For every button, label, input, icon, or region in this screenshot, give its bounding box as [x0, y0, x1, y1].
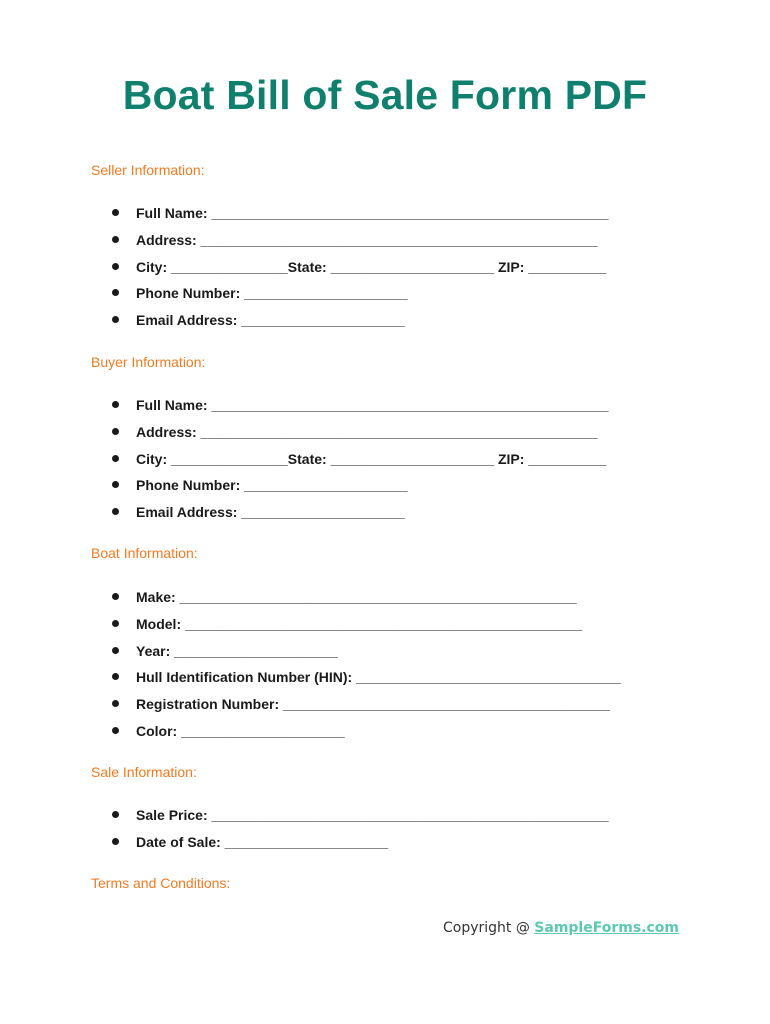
field-label: Sale Price: ___________________________________________________ — [136, 807, 609, 823]
bullet-icon — [112, 811, 119, 818]
bullet-icon — [112, 838, 119, 845]
field-label: City: _______________State: _____________________ ZIP: __________ — [136, 258, 607, 275]
bullet-icon — [112, 236, 119, 243]
seller-section-heading: Seller Information: — [91, 162, 205, 178]
field-label: Address: ___________________________________________________ — [136, 423, 598, 440]
field-label: Full Name: ___________________________________________________ — [136, 397, 609, 413]
bullet-icon — [112, 428, 119, 435]
bullet-icon — [112, 673, 119, 680]
sale-section-heading: Sale Information: — [91, 764, 197, 780]
buyer-section-heading: Buyer Information: — [91, 354, 206, 370]
field-label: Color: _____________________ — [136, 722, 345, 739]
field-label: Model: ___________________________________________________ — [136, 615, 583, 632]
field-label: Make: ___________________________________________________ — [136, 589, 577, 605]
field-label: Phone Number: _____________________ — [136, 477, 408, 494]
bullet-icon — [112, 508, 119, 515]
bullet-icon — [112, 263, 119, 270]
copyright-footer — [443, 920, 679, 936]
field-label: Email Address: _____________________ — [136, 312, 405, 329]
document-title: Boat Bill of Sale Form PDF — [122, 72, 648, 118]
field-label: City: _______________State: _____________________ ZIP: __________ — [136, 450, 607, 467]
field-label: Full Name: ___________________________________________________ — [136, 205, 609, 221]
bullet-icon — [112, 289, 119, 296]
bullet-icon — [112, 620, 119, 627]
bullet-icon — [112, 316, 119, 323]
bullet-icon — [112, 401, 119, 408]
bullet-icon — [112, 209, 119, 216]
bullet-icon — [112, 455, 119, 462]
bullet-icon — [112, 727, 119, 734]
copyright-prefix: Copyright @ — [442, 920, 535, 936]
field-label: Phone Number: _____________________ — [136, 285, 408, 302]
field-label: Email Address: _____________________ — [136, 504, 405, 521]
brand-link[interactable]: SampleForms.com — [534, 920, 679, 936]
field-label: Address: ___________________________________________________ — [136, 231, 598, 248]
boat-section-heading: Boat Information: — [91, 545, 198, 561]
bullet-icon — [112, 593, 119, 600]
field-label: Hull Identification Number (HIN): __________________________________ — [136, 669, 621, 686]
bullet-icon — [112, 481, 119, 488]
field-label: Date of Sale: _____________________ — [136, 833, 389, 850]
bullet-icon — [112, 647, 119, 654]
field-label: Year: _____________________ — [136, 642, 338, 659]
terms-section-heading: Terms and Conditions: — [91, 875, 231, 891]
field-label: Registration Number: __________________________________________ — [136, 696, 611, 713]
bullet-icon — [112, 700, 119, 707]
